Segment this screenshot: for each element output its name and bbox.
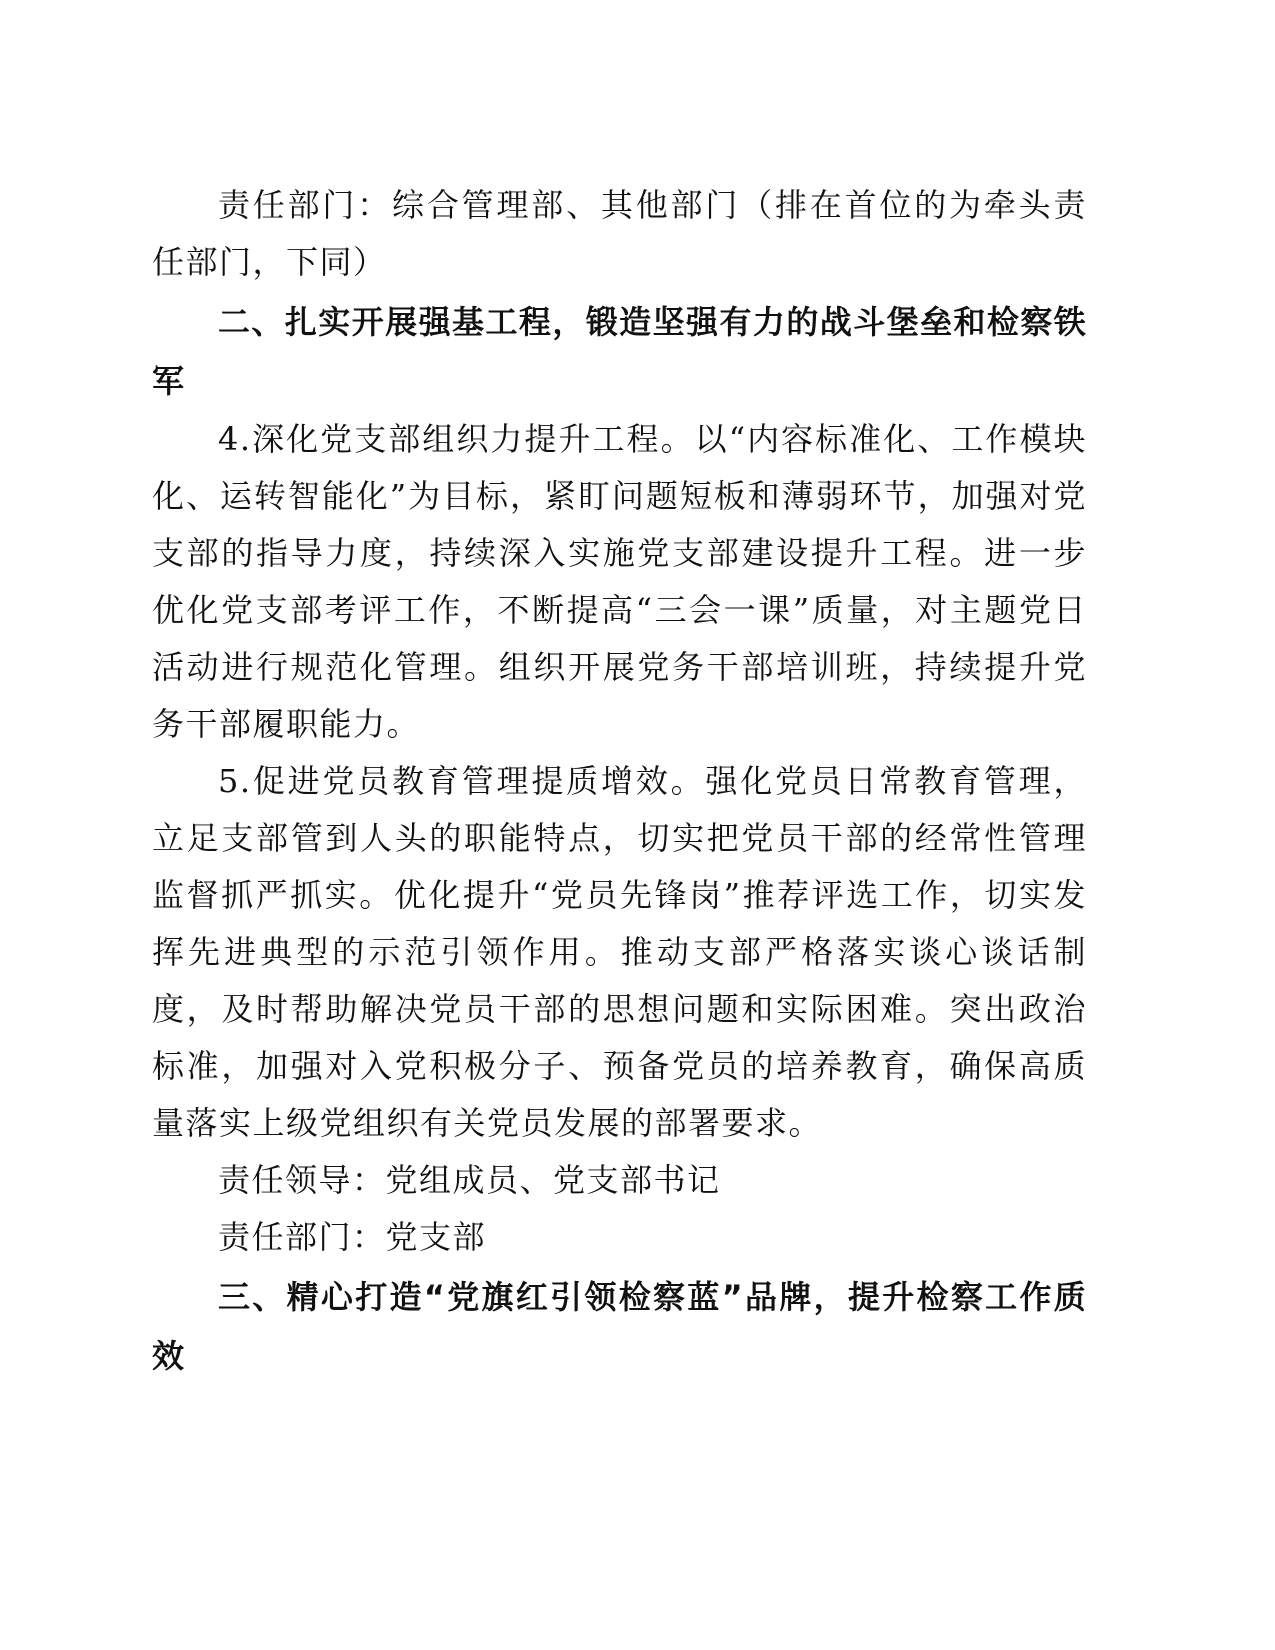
item-4-paragraph: 4.深化党支部组织力提升工程。以“内容标准化、工作模块化、运转智能化”为目标，紧盯问题短板和薄弱环节，加强对党支部的指导力度，持续深入实施党支部建设提升工程。进一步优化党支部考评工作，不断提高“三会一课”质量，对主题党日活动进行规范化管理。组织开展党务干部培训班，持续提升党务干部履职能力。: [152, 420, 1087, 743]
responsible-leader-line: 责任领导：党组成员、党支部书记: [218, 1161, 721, 1199]
section-heading-2: 二、扎实开展强基工程，锻造坚强有力的战斗堡垒和检察铁军: [152, 303, 1087, 400]
responsible-department-line: 责任部门：党支部: [218, 1218, 487, 1256]
section-heading-3: 三、精心打造“党旗红引领检察蓝”品牌，提升检察工作质效: [152, 1278, 1087, 1375]
responsible-department-paragraph: 责任部门：综合管理部、其他部门（排在首位的为牵头责任部门，下同）: [152, 186, 1087, 281]
document-page: [152, 177, 1087, 1386]
item-5-paragraph: 5.促进党员教育管理提质增效。强化党员日常教育管理，立足支部管到人头的职能特点，切实把党员干部的经常性管理监督抓严抓实。优化提升“党员先锋岗”推荐评选工作，切实发挥先进典型的示范引领作用。推动支部严格落实谈心谈话制度，及时帮助解决党员干部的思想问题和实际困难。突出政治标准，加强对入党积极分子、预备党员的培养教育，确保高质量落实上级党组织有关党员发展的部署要求。: [152, 762, 1087, 1142]
